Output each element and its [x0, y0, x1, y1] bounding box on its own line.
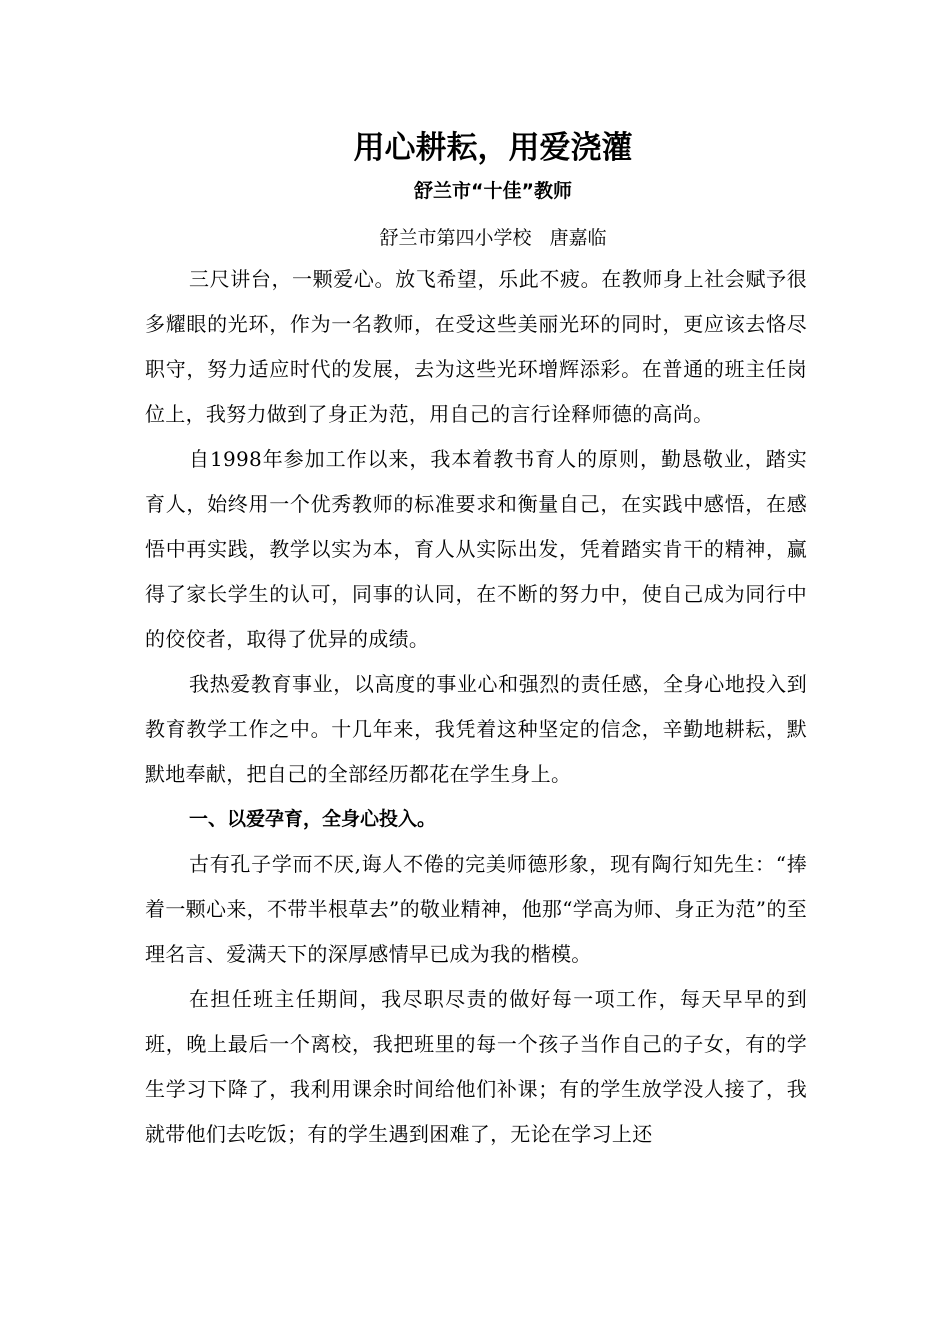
document-title: 用心耕耘，用爱浇灌	[353, 130, 633, 166]
paragraph: 我热爱教育事业，以高度的事业心和强烈的责任感，全身心地投入到教育教学工作之中。十几年来，我凭着这种坚定的信念，辛勤地耕耘，默默地奉献，把自己的全部经历都花在学生身上。	[145, 672, 807, 786]
document-body	[145, 257, 807, 1157]
paragraph: 古有孔子学而不厌,诲人不倦的完美师德形象，现有陶行知先生：“捧着一颗心来，不带半根草去”的敬业精神，他那“学高为师、身正为范”的至理名言、爱满天下的深厚感情早已成为我的楷模。	[145, 852, 807, 966]
document-subtitle: 舒兰市“十佳”教师	[414, 180, 572, 202]
paragraph: 在担任班主任期间，我尽职尽责的做好每一项工作，每天早早的到班，晚上最后一个离校，我把班里的每一个孩子当作自己的子女，有的学生学习下降了，我利用课余时间给他们补课；有的学生放学没人接了，我就带他们去吃饭；有的学生遇到困难了，无论在学习上还	[145, 987, 807, 1146]
paragraph: 自1998年参加工作以来，我本着教书育人的原则，勤恳敬业，踏实育人，始终用一个优秀教师的标准要求和衡量自己，在实践中感悟，在感悟中再实践，教学以实为本，育人从实际出发，凭着踏实肯干的精神，赢得了家长学生的认可，同事的认同，在不断的努力中，使自己成为同行中的佼佼者，取得了优异的成绩。	[145, 447, 807, 651]
section-heading: 一、以爱孕育，全身心投入。	[189, 808, 437, 830]
paragraph: 三尺讲台，一颗爱心。放飞希望，乐此不疲。在教师身上社会赋予很多耀眼的光环，作为一名教师，在受这些美丽光环的同时，更应该去恪尽职守，努力适应时代的发展，去为这些光环增辉添彩。在普通的班主任岗位上，我努力做到了身正为范，用自己的言行诠释师德的高尚。	[145, 267, 807, 426]
author-line: 舒兰市第四小学校 唐嘉临	[379, 227, 607, 249]
